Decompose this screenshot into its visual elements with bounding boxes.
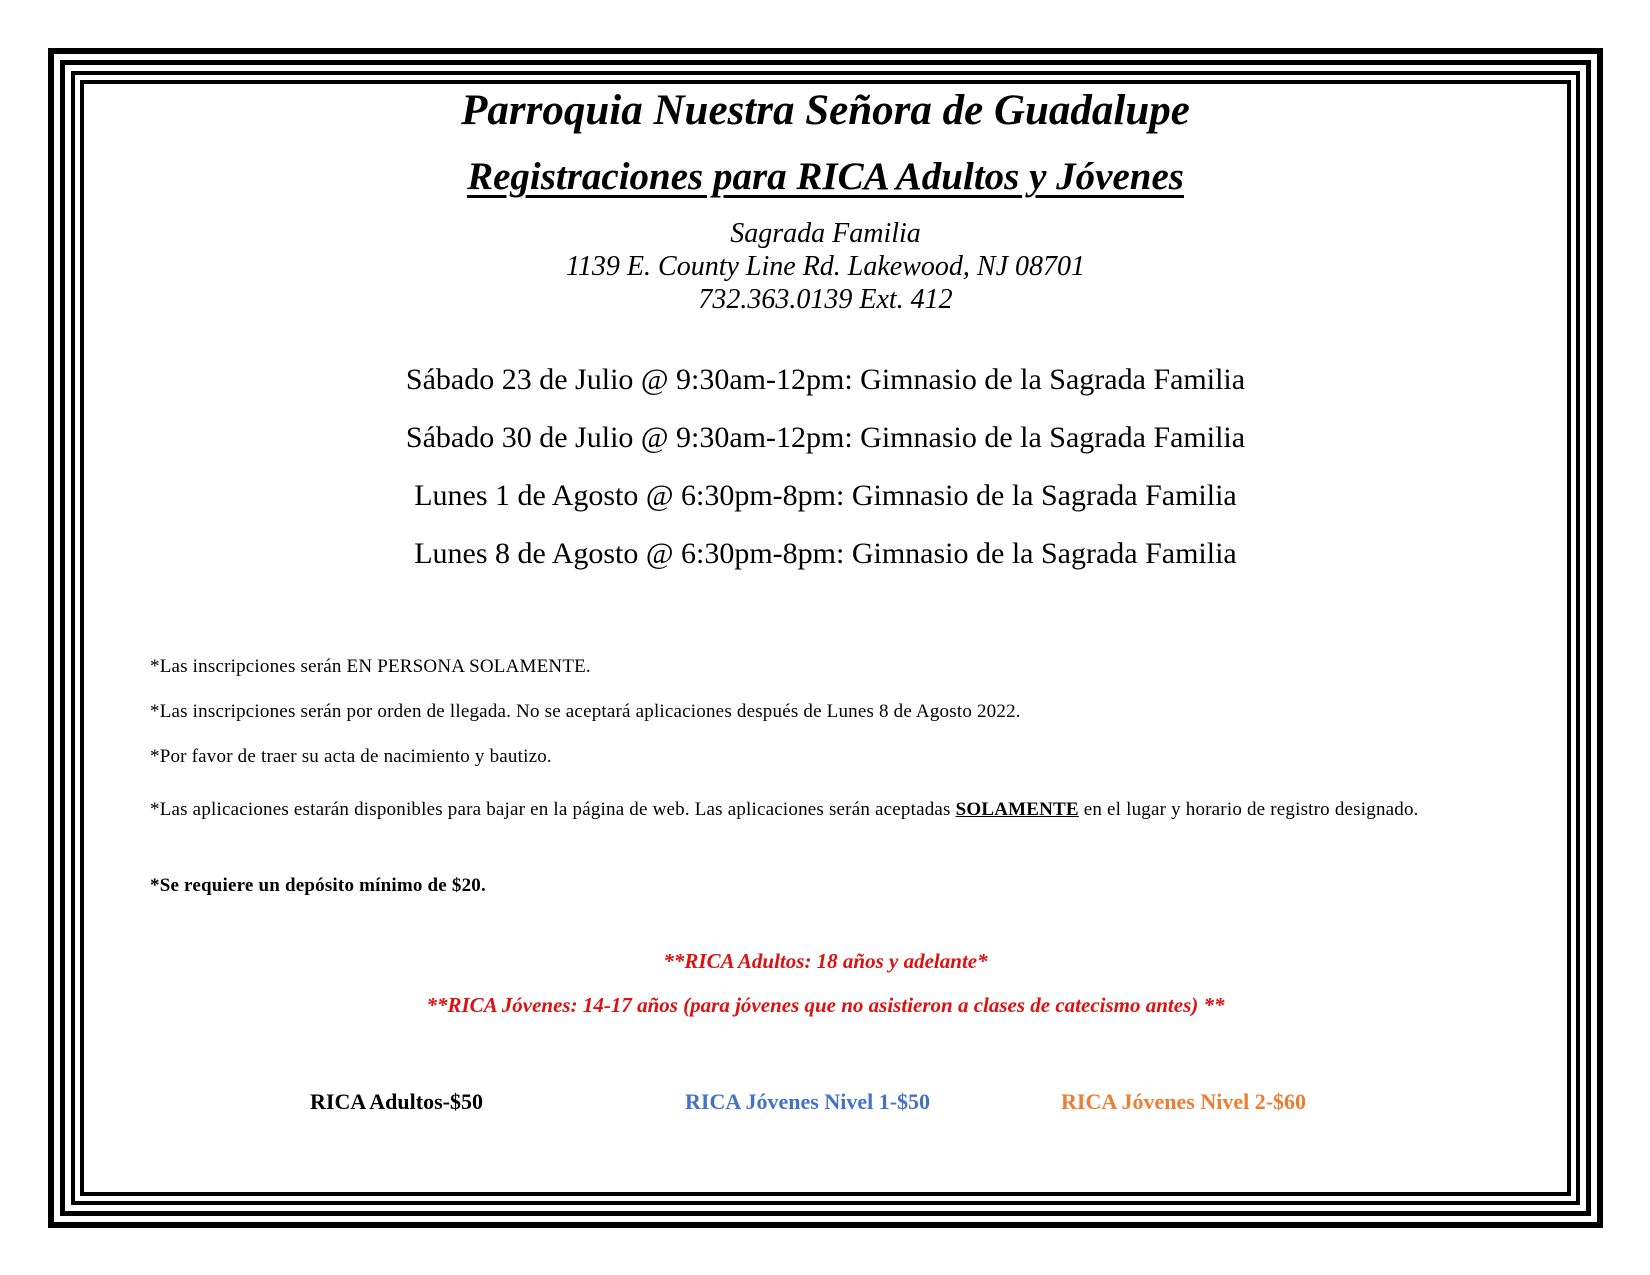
price-youth-level-2: RICA Jóvenes Nivel 2-$60: [1061, 1089, 1307, 1114]
schedule-item: Lunes 1 de Agosto @ 6:30pm-8pm: Gimnasio de la Sagrada Familia: [414, 479, 1237, 512]
schedule-item: Sábado 23 de Julio @ 9:30am-12pm: Gimnasio de la Sagrada Familia: [405, 363, 1246, 396]
note-documents: *Por favor de traer su acta de nacimiento y bautizo.: [150, 746, 552, 767]
price-list: [84, 1087, 1567, 1117]
parish-title: Parroquia Nuestra Señora de Guadalupe: [461, 87, 1190, 134]
note-applications: [150, 795, 1550, 824]
note-applications-end: en el lugar y horario de registro designado.: [1078, 799, 1419, 820]
eligibility-youth: **RICA Jóvenes: 14-17 años (para jóvenes que no asistieron a clases de catecismo antes) **: [426, 993, 1225, 1017]
note-applications-emphasis: SOLAMENTE: [955, 799, 1079, 820]
schedule-item: Sábado 30 de Julio @ 9:30am-12pm: Gimnasio de la Sagrada Familia: [405, 421, 1246, 454]
location-block: [84, 217, 1567, 316]
schedule-item: Lunes 8 de Agosto @ 6:30pm-8pm: Gimnasio de la Sagrada Familia: [414, 537, 1237, 570]
flyer-content: [84, 84, 1567, 1192]
location-name: Sagrada Familia: [730, 218, 921, 249]
location-address: 1139 E. County Line Rd. Lakewood, NJ 08701: [566, 251, 1085, 282]
note-in-person: *Las inscripciones serán EN PERSONA SOLAMENTE.: [150, 656, 591, 677]
registration-heading: [84, 154, 1567, 200]
note-applications-start: *Las aplicaciones estarán disponibles para bajar en la página de web. Las aplicaciones serán aceptadas: [150, 799, 956, 820]
note-order: *Las inscripciones serán por orden de llegada. No se aceptará aplicaciones después de Lunes 8 de Agosto 2022.: [150, 701, 1021, 722]
price-youth-level-1: RICA Jóvenes Nivel 1-$50: [685, 1089, 931, 1114]
note-deposit: *Se requiere un depósito mínimo de $20.: [150, 875, 486, 896]
registration-heading-text: Registraciones para RICA Adultos y Jóvenes: [467, 155, 1184, 198]
eligibility-adults: **RICA Adultos: 18 años y adelante*: [663, 949, 988, 973]
price-adults: RICA Adultos-$50: [310, 1089, 483, 1114]
registration-schedule: [84, 351, 1567, 583]
location-phone: 732.363.0139 Ext. 412: [698, 284, 953, 315]
